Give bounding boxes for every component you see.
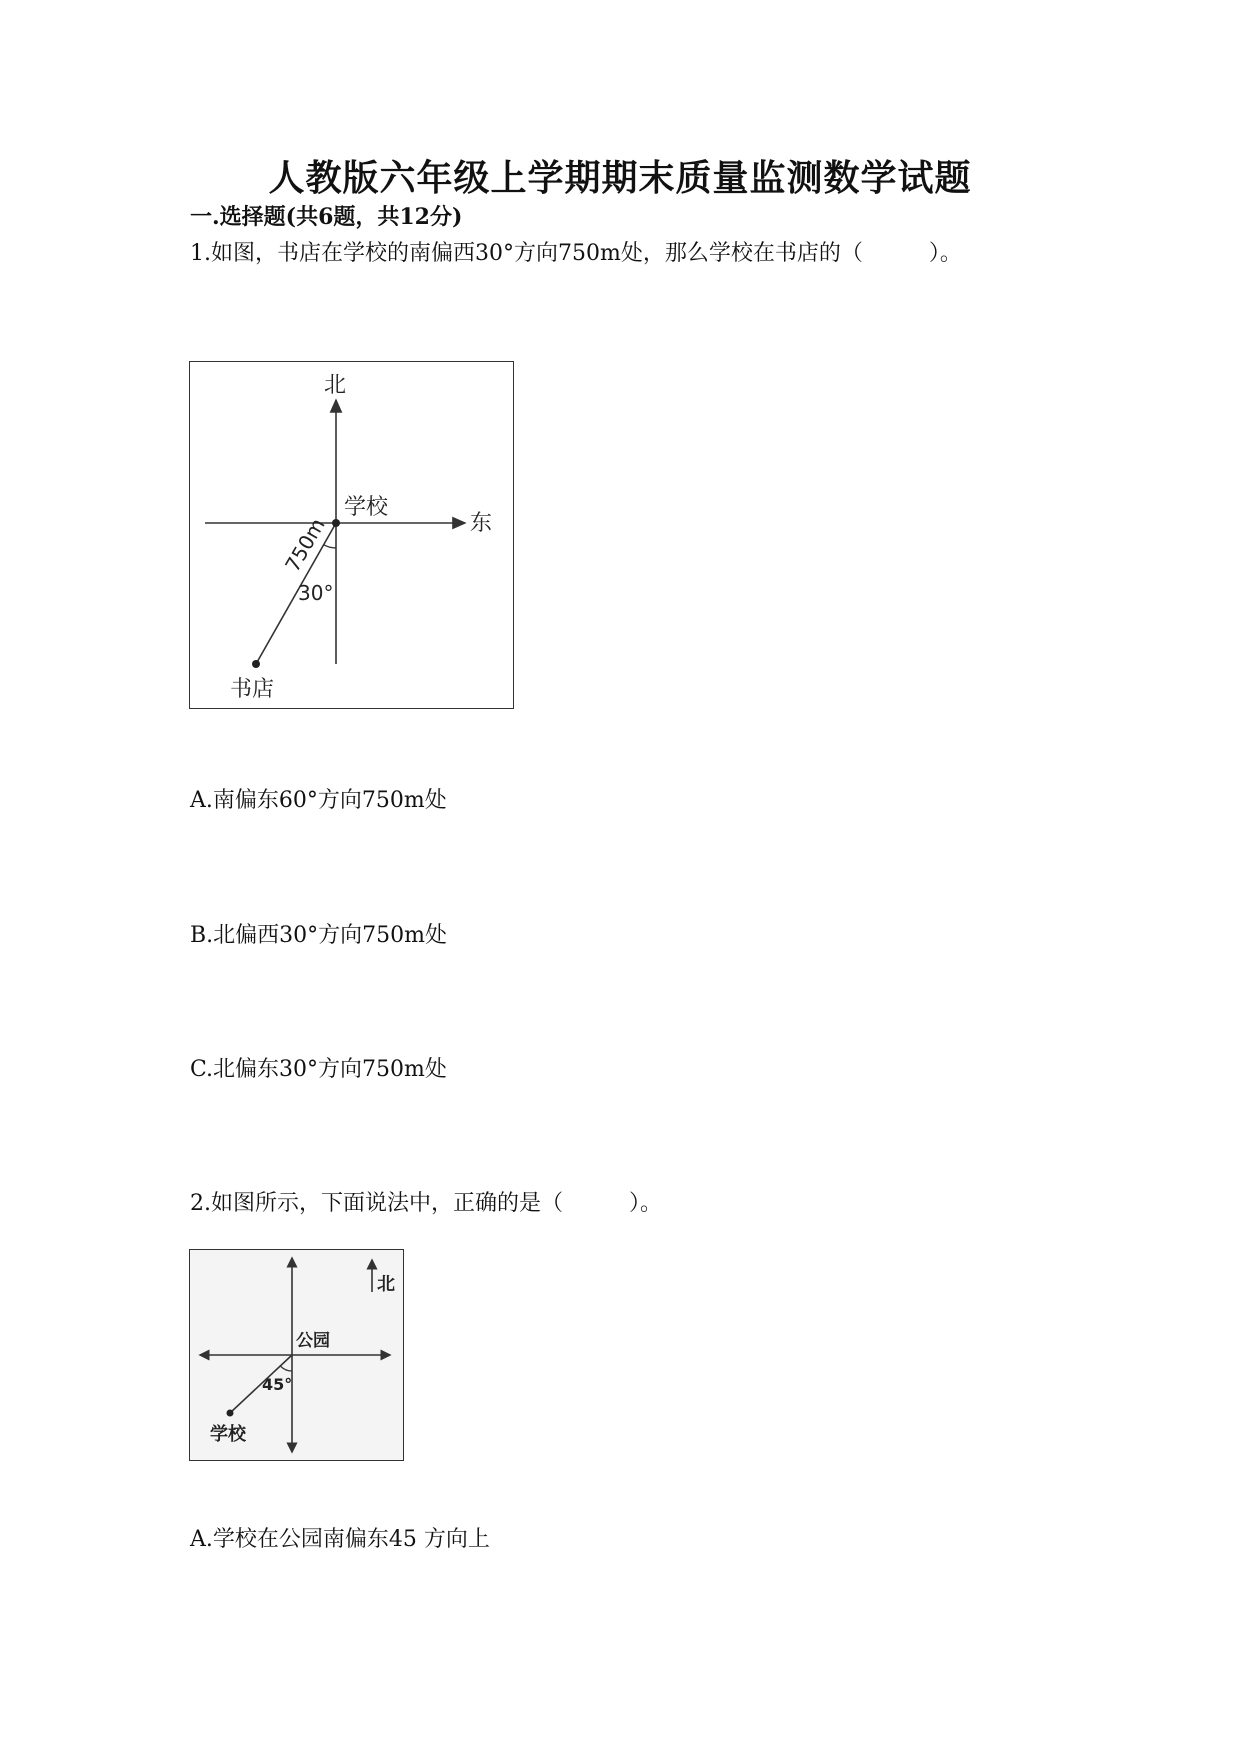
north-label: 北	[324, 373, 347, 398]
angle-arc	[324, 545, 336, 548]
bookstore-point	[252, 660, 260, 668]
question-1-option-c: C.北偏东30°方向750m处	[190, 1057, 447, 1082]
origin-label: 学校	[344, 495, 389, 520]
distance-label: 750m	[280, 513, 330, 576]
north-label: 北	[377, 1274, 395, 1295]
question-2-stem: 2.如图所示，下面说法中，正确的是（ ）。	[190, 1191, 662, 1216]
question-2-figure	[189, 1249, 404, 1461]
question-2-option-a: A.学校在公园南偏东45 方向上	[190, 1527, 490, 1552]
origin-label: 公园	[296, 1331, 330, 1351]
section-heading: 一.选择题(共6题，共12分)	[190, 204, 463, 230]
compass-diagram-2	[190, 1250, 403, 1460]
angle-label: 30°	[298, 581, 334, 605]
point-label: 学校	[210, 1424, 246, 1445]
east-label: 东	[470, 511, 493, 536]
question-1-figure	[189, 361, 514, 709]
page-title: 人教版六年级上学期期末质量监测数学试题	[268, 157, 972, 199]
angle-arc	[280, 1366, 292, 1371]
point-label: 书店	[230, 677, 275, 702]
compass-diagram-1	[190, 362, 513, 708]
question-1-option-b: B.北偏西30°方向750m处	[190, 923, 448, 948]
question-1-option-a: A.南偏东60°方向750m处	[190, 788, 447, 813]
question-1-stem: 1.如图，书店在学校的南偏西30°方向750m处，那么学校在书店的（ ）。	[190, 241, 962, 266]
school-point	[227, 1410, 234, 1417]
angle-label: 45°	[262, 1375, 293, 1394]
school-point	[332, 519, 340, 527]
